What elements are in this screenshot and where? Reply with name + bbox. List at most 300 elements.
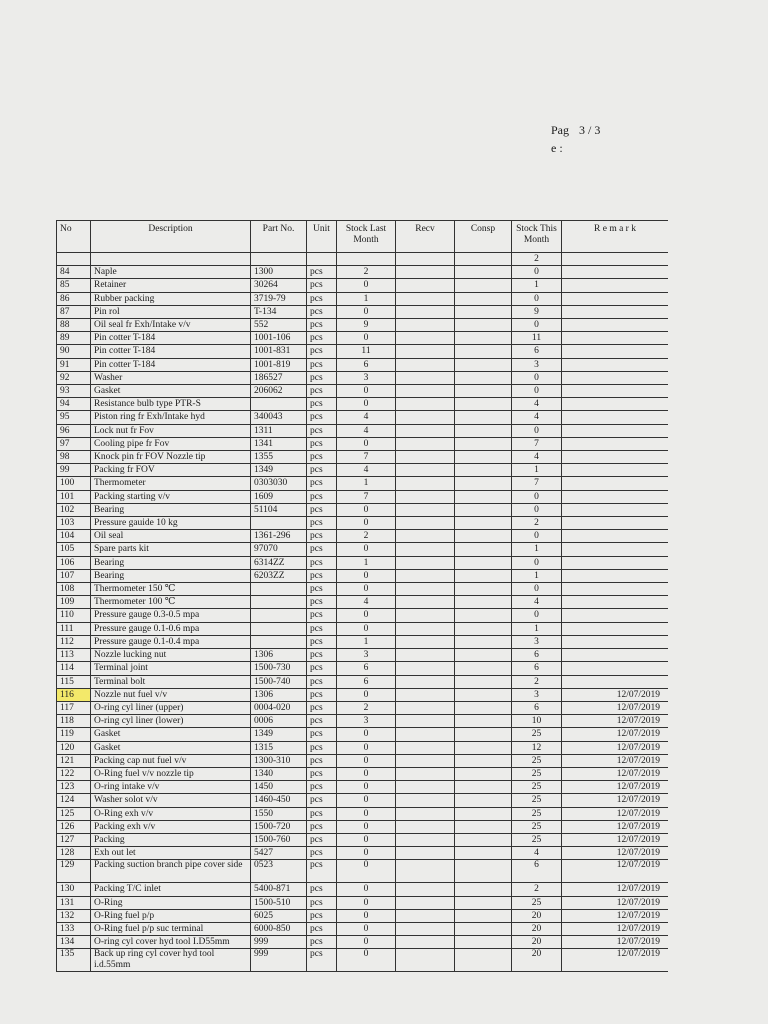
table-row bbox=[57, 437, 669, 450]
cell-recv bbox=[396, 583, 455, 596]
table-row bbox=[57, 385, 669, 398]
cell-description: O-ring cyl liner (lower) bbox=[91, 715, 251, 728]
cell-recv bbox=[396, 715, 455, 728]
cell-part-no: 1500-510 bbox=[251, 896, 307, 909]
cell-consp bbox=[455, 253, 512, 266]
cell-unit: pcs bbox=[307, 715, 337, 728]
cell-stock-last-month: 2 bbox=[337, 266, 396, 279]
cell-recv bbox=[396, 909, 455, 922]
table-row bbox=[57, 847, 669, 860]
cell-description: Rubber packing bbox=[91, 292, 251, 305]
cell-consp bbox=[455, 556, 512, 569]
cell-description: Nozzle lucking nut bbox=[91, 649, 251, 662]
cell-part-no: 30264 bbox=[251, 279, 307, 292]
cell-part-no bbox=[251, 583, 307, 596]
header-remark: R e m a r k bbox=[562, 221, 669, 253]
cell-unit: pcs bbox=[307, 936, 337, 949]
cell-unit: pcs bbox=[307, 345, 337, 358]
cell-stock-last-month: 3 bbox=[337, 715, 396, 728]
cell-description: Gasket bbox=[91, 741, 251, 754]
stock-table bbox=[56, 220, 668, 972]
cell-description: O-Ring fuel p/p bbox=[91, 909, 251, 922]
cell-recv bbox=[396, 649, 455, 662]
cell-stock-this-month: 0 bbox=[512, 385, 562, 398]
cell-remark: 12/07/2019 bbox=[562, 820, 669, 833]
cell-unit: pcs bbox=[307, 649, 337, 662]
table-row bbox=[57, 358, 669, 371]
cell-recv bbox=[396, 305, 455, 318]
cell-stock-this-month: 0 bbox=[512, 266, 562, 279]
cell-recv bbox=[396, 319, 455, 332]
cell-description: Resistance bulb type PTR-S bbox=[91, 398, 251, 411]
cell-recv bbox=[396, 398, 455, 411]
cell-part-no: 5400-871 bbox=[251, 883, 307, 896]
cell-consp bbox=[455, 345, 512, 358]
cell-no: 95 bbox=[57, 411, 91, 424]
cell-part-no: T-134 bbox=[251, 305, 307, 318]
cell-remark: 12/07/2019 bbox=[562, 922, 669, 935]
cell-no: 133 bbox=[57, 922, 91, 935]
cell-stock-this-month: 1 bbox=[512, 569, 562, 582]
cell-stock-last-month: 0 bbox=[337, 820, 396, 833]
cell-remark bbox=[562, 345, 669, 358]
cell-stock-this-month: 3 bbox=[512, 688, 562, 701]
cell-description: Knock pin fr FOV Nozzle tip bbox=[91, 451, 251, 464]
cell-consp bbox=[455, 477, 512, 490]
cell-consp bbox=[455, 833, 512, 846]
cell-remark bbox=[562, 279, 669, 292]
cell-unit: pcs bbox=[307, 451, 337, 464]
table-row bbox=[57, 922, 669, 935]
cell-stock-this-month: 6 bbox=[512, 345, 562, 358]
cell-stock-last-month: 0 bbox=[337, 437, 396, 450]
cell-recv bbox=[396, 662, 455, 675]
table-row bbox=[57, 305, 669, 318]
cell-stock-last-month: 9 bbox=[337, 319, 396, 332]
cell-unit: pcs bbox=[307, 847, 337, 860]
cell-stock-this-month: 4 bbox=[512, 398, 562, 411]
cell-part-no: 1349 bbox=[251, 464, 307, 477]
cell-consp bbox=[455, 530, 512, 543]
cell-stock-last-month: 11 bbox=[337, 345, 396, 358]
cell-unit: pcs bbox=[307, 860, 337, 883]
cell-recv bbox=[396, 437, 455, 450]
cell-unit: pcs bbox=[307, 635, 337, 648]
cell-stock-last-month: 0 bbox=[337, 583, 396, 596]
cell-consp bbox=[455, 517, 512, 530]
cell-stock-this-month: 20 bbox=[512, 909, 562, 922]
cell-unit: pcs bbox=[307, 279, 337, 292]
cell-part-no bbox=[251, 596, 307, 609]
cell-consp bbox=[455, 860, 512, 883]
cell-no: 112 bbox=[57, 635, 91, 648]
cell-stock-last-month: 0 bbox=[337, 543, 396, 556]
cell-no: 128 bbox=[57, 847, 91, 860]
cell-remark: 12/07/2019 bbox=[562, 860, 669, 883]
cell-consp bbox=[455, 794, 512, 807]
cell-stock-this-month: 1 bbox=[512, 622, 562, 635]
cell-unit: pcs bbox=[307, 385, 337, 398]
cell-part-no: 1001-831 bbox=[251, 345, 307, 358]
cell-consp bbox=[455, 936, 512, 949]
table-row bbox=[57, 662, 669, 675]
cell-recv bbox=[396, 922, 455, 935]
cell-stock-last-month: 0 bbox=[337, 767, 396, 780]
cell-remark: 12/07/2019 bbox=[562, 728, 669, 741]
cell-stock-last-month: 0 bbox=[337, 883, 396, 896]
cell-no: 130 bbox=[57, 883, 91, 896]
cell-no: 91 bbox=[57, 358, 91, 371]
cell-remark: 12/07/2019 bbox=[562, 936, 669, 949]
cell-no: 122 bbox=[57, 767, 91, 780]
cell-recv bbox=[396, 807, 455, 820]
cell-stock-this-month: 0 bbox=[512, 503, 562, 516]
cell-description: Retainer bbox=[91, 279, 251, 292]
cell-no: 107 bbox=[57, 569, 91, 582]
cell-part-no bbox=[251, 398, 307, 411]
cell-recv bbox=[396, 477, 455, 490]
table-row bbox=[57, 728, 669, 741]
cell-remark: 12/07/2019 bbox=[562, 833, 669, 846]
cell-description: Oil seal bbox=[91, 530, 251, 543]
cell-stock-this-month: 25 bbox=[512, 833, 562, 846]
table-row bbox=[57, 543, 669, 556]
cell-stock-this-month: 10 bbox=[512, 715, 562, 728]
cell-remark bbox=[562, 503, 669, 516]
cell-recv bbox=[396, 385, 455, 398]
cell-part-no: 999 bbox=[251, 949, 307, 972]
cell-unit: pcs bbox=[307, 596, 337, 609]
cell-consp bbox=[455, 543, 512, 556]
cell-stock-this-month: 3 bbox=[512, 635, 562, 648]
cell-stock-last-month: 7 bbox=[337, 490, 396, 503]
cell-no: 104 bbox=[57, 530, 91, 543]
cell-part-no: 6000-850 bbox=[251, 922, 307, 935]
cell-part-no: 1609 bbox=[251, 490, 307, 503]
cell-recv bbox=[396, 464, 455, 477]
cell-no: 100 bbox=[57, 477, 91, 490]
cell-description: Spare parts kit bbox=[91, 543, 251, 556]
cell-description: Oil seal fr Exh/Intake v/v bbox=[91, 319, 251, 332]
cell-unit: pcs bbox=[307, 767, 337, 780]
table-row bbox=[57, 279, 669, 292]
cell-recv bbox=[396, 424, 455, 437]
table-row bbox=[57, 635, 669, 648]
cell-stock-last-month: 0 bbox=[337, 860, 396, 883]
cell-part-no: 51104 bbox=[251, 503, 307, 516]
cell-stock-this-month: 4 bbox=[512, 596, 562, 609]
cell-consp bbox=[455, 883, 512, 896]
cell-part-no: 1341 bbox=[251, 437, 307, 450]
header-description: Description bbox=[91, 221, 251, 253]
cell-consp bbox=[455, 622, 512, 635]
cell-stock-last-month: 1 bbox=[337, 477, 396, 490]
cell-recv bbox=[396, 754, 455, 767]
page-number bbox=[551, 121, 600, 157]
cell-part-no: 0523 bbox=[251, 860, 307, 883]
cell-stock-last-month: 0 bbox=[337, 622, 396, 635]
cell-stock-last-month: 4 bbox=[337, 424, 396, 437]
cell-no: 132 bbox=[57, 909, 91, 922]
cell-consp bbox=[455, 398, 512, 411]
cell-description: Piston ring fr Exh/Intake hyd bbox=[91, 411, 251, 424]
cell-no: 127 bbox=[57, 833, 91, 846]
cell-stock-this-month: 25 bbox=[512, 781, 562, 794]
cell-stock-last-month: 4 bbox=[337, 464, 396, 477]
cell-description: Packing bbox=[91, 833, 251, 846]
cell-no: 98 bbox=[57, 451, 91, 464]
table-row bbox=[57, 820, 669, 833]
cell-description: Pressure gauide 10 kg bbox=[91, 517, 251, 530]
cell-stock-this-month: 4 bbox=[512, 451, 562, 464]
page-value: 3 / 3 bbox=[579, 123, 601, 137]
cell-recv bbox=[396, 820, 455, 833]
cell-consp bbox=[455, 781, 512, 794]
cell-consp bbox=[455, 451, 512, 464]
cell-part-no: 999 bbox=[251, 936, 307, 949]
cell-stock-this-month: 4 bbox=[512, 411, 562, 424]
cell-consp bbox=[455, 609, 512, 622]
cell-remark bbox=[562, 662, 669, 675]
cell-stock-this-month: 25 bbox=[512, 728, 562, 741]
cell-remark bbox=[562, 464, 669, 477]
cell-no: 125 bbox=[57, 807, 91, 820]
cell-stock-last-month: 3 bbox=[337, 649, 396, 662]
cell-description: Bearing bbox=[91, 503, 251, 516]
cell-description: Packing T/C inlet bbox=[91, 883, 251, 896]
cell-remark bbox=[562, 305, 669, 318]
cell-description: Packing cap nut fuel v/v bbox=[91, 754, 251, 767]
cell-recv bbox=[396, 833, 455, 846]
cell-remark bbox=[562, 319, 669, 332]
cell-stock-this-month: 0 bbox=[512, 556, 562, 569]
cell-stock-last-month: 0 bbox=[337, 385, 396, 398]
cell-consp bbox=[455, 688, 512, 701]
cell-part-no: 1500-740 bbox=[251, 675, 307, 688]
cell-remark bbox=[562, 490, 669, 503]
header-stock-this-month: Stock This Month bbox=[512, 221, 562, 253]
cell-stock-this-month: 0 bbox=[512, 371, 562, 384]
cell-unit: pcs bbox=[307, 807, 337, 820]
cell-part-no bbox=[251, 622, 307, 635]
cell-recv bbox=[396, 371, 455, 384]
cell-recv bbox=[396, 767, 455, 780]
cell-description: Bearing bbox=[91, 569, 251, 582]
cell-recv bbox=[396, 253, 455, 266]
cell-stock-this-month: 25 bbox=[512, 820, 562, 833]
cell-recv bbox=[396, 781, 455, 794]
table-row bbox=[57, 715, 669, 728]
cell-no: 131 bbox=[57, 896, 91, 909]
cell-description: Pressure gauge 0.3-0.5 mpa bbox=[91, 609, 251, 622]
cell-stock-last-month: 7 bbox=[337, 451, 396, 464]
cell-description: Thermometer 100 ℃ bbox=[91, 596, 251, 609]
cell-unit: pcs bbox=[307, 583, 337, 596]
cell-stock-this-month: 0 bbox=[512, 609, 562, 622]
cell-description: Pin cotter T-184 bbox=[91, 332, 251, 345]
cell-stock-last-month: 0 bbox=[337, 517, 396, 530]
cell-remark bbox=[562, 675, 669, 688]
cell-description: Cooling pipe fr Fov bbox=[91, 437, 251, 450]
cell-unit: pcs bbox=[307, 411, 337, 424]
cell-part-no: 1500-720 bbox=[251, 820, 307, 833]
cell-part-no: 1500-760 bbox=[251, 833, 307, 846]
cell-consp bbox=[455, 411, 512, 424]
cell-no: 89 bbox=[57, 332, 91, 345]
table-row bbox=[57, 517, 669, 530]
cell-consp bbox=[455, 949, 512, 972]
cell-stock-this-month: 0 bbox=[512, 292, 562, 305]
cell-consp bbox=[455, 305, 512, 318]
cell-recv bbox=[396, 860, 455, 883]
cell-description: Gasket bbox=[91, 728, 251, 741]
table-row bbox=[57, 490, 669, 503]
cell-stock-this-month: 6 bbox=[512, 662, 562, 675]
cell-recv bbox=[396, 794, 455, 807]
cell-stock-last-month: 2 bbox=[337, 701, 396, 714]
cell-remark bbox=[562, 451, 669, 464]
cell-recv bbox=[396, 701, 455, 714]
table-row bbox=[57, 860, 669, 883]
cell-consp bbox=[455, 922, 512, 935]
cell-remark: 12/07/2019 bbox=[562, 807, 669, 820]
cell-no: 118 bbox=[57, 715, 91, 728]
cell-remark bbox=[562, 543, 669, 556]
cell-no: 120 bbox=[57, 741, 91, 754]
cell-stock-this-month: 25 bbox=[512, 767, 562, 780]
cell-unit: pcs bbox=[307, 896, 337, 909]
cell-description: Nozzle nut fuel v/v bbox=[91, 688, 251, 701]
cell-part-no bbox=[251, 609, 307, 622]
cell-remark bbox=[562, 358, 669, 371]
cell-unit: pcs bbox=[307, 490, 337, 503]
cell-consp bbox=[455, 569, 512, 582]
cell-remark bbox=[562, 583, 669, 596]
cell-unit bbox=[307, 253, 337, 266]
table-row bbox=[57, 477, 669, 490]
cell-part-no: 1349 bbox=[251, 728, 307, 741]
cell-consp bbox=[455, 741, 512, 754]
cell-stock-last-month: 0 bbox=[337, 922, 396, 935]
cell-stock-this-month: 1 bbox=[512, 543, 562, 556]
cell-no bbox=[57, 253, 91, 266]
cell-no: 94 bbox=[57, 398, 91, 411]
cell-unit: pcs bbox=[307, 358, 337, 371]
cell-no: 92 bbox=[57, 371, 91, 384]
cell-stock-this-month: 6 bbox=[512, 701, 562, 714]
cell-unit: pcs bbox=[307, 833, 337, 846]
cell-unit: pcs bbox=[307, 820, 337, 833]
cell-consp bbox=[455, 437, 512, 450]
header-part-no: Part No. bbox=[251, 221, 307, 253]
cell-recv bbox=[396, 675, 455, 688]
cell-recv bbox=[396, 332, 455, 345]
cell-unit: pcs bbox=[307, 398, 337, 411]
cell-no: 129 bbox=[57, 860, 91, 883]
cell-remark: 12/07/2019 bbox=[562, 688, 669, 701]
cell-recv bbox=[396, 517, 455, 530]
cell-unit: pcs bbox=[307, 754, 337, 767]
cell-consp bbox=[455, 503, 512, 516]
cell-part-no: 6314ZZ bbox=[251, 556, 307, 569]
cell-unit: pcs bbox=[307, 569, 337, 582]
cell-remark: 12/07/2019 bbox=[562, 794, 669, 807]
cell-stock-last-month: 1 bbox=[337, 292, 396, 305]
cell-description: Thermometer bbox=[91, 477, 251, 490]
cell-recv bbox=[396, 728, 455, 741]
table-row bbox=[57, 556, 669, 569]
cell-unit: pcs bbox=[307, 741, 337, 754]
cell-stock-this-month: 2 bbox=[512, 517, 562, 530]
cell-description: O-Ring fuel p/p suc terminal bbox=[91, 922, 251, 935]
cell-recv bbox=[396, 503, 455, 516]
cell-part-no: 340043 bbox=[251, 411, 307, 424]
cell-stock-last-month: 0 bbox=[337, 609, 396, 622]
cell-consp bbox=[455, 635, 512, 648]
cell-consp bbox=[455, 807, 512, 820]
cell-consp bbox=[455, 701, 512, 714]
cell-consp bbox=[455, 847, 512, 860]
cell-stock-this-month: 2 bbox=[512, 883, 562, 896]
table-row bbox=[57, 949, 669, 972]
cell-recv bbox=[396, 266, 455, 279]
cell-description: Pressure gauge 0.1-0.6 mpa bbox=[91, 622, 251, 635]
header-consp: Consp bbox=[455, 221, 512, 253]
cell-consp bbox=[455, 292, 512, 305]
cell-no: 101 bbox=[57, 490, 91, 503]
cell-remark: 12/07/2019 bbox=[562, 847, 669, 860]
cell-no: 135 bbox=[57, 949, 91, 972]
cell-stock-last-month: 0 bbox=[337, 741, 396, 754]
cell-description bbox=[91, 253, 251, 266]
table-row bbox=[57, 583, 669, 596]
cell-description: Lock nut fr Fov bbox=[91, 424, 251, 437]
cell-no: 93 bbox=[57, 385, 91, 398]
cell-unit: pcs bbox=[307, 437, 337, 450]
cell-consp bbox=[455, 596, 512, 609]
cell-recv bbox=[396, 530, 455, 543]
cell-remark: 12/07/2019 bbox=[562, 781, 669, 794]
cell-description: Exh out let bbox=[91, 847, 251, 860]
cell-unit: pcs bbox=[307, 332, 337, 345]
cell-no: 88 bbox=[57, 319, 91, 332]
cell-stock-last-month: 0 bbox=[337, 754, 396, 767]
cell-stock-last-month: 0 bbox=[337, 398, 396, 411]
cell-remark bbox=[562, 649, 669, 662]
table-row bbox=[57, 411, 669, 424]
cell-consp bbox=[455, 464, 512, 477]
cell-consp bbox=[455, 675, 512, 688]
cell-part-no bbox=[251, 253, 307, 266]
cell-stock-this-month: 2 bbox=[512, 253, 562, 266]
cell-description: Packing starting v/v bbox=[91, 490, 251, 503]
cell-no: 105 bbox=[57, 543, 91, 556]
cell-recv bbox=[396, 596, 455, 609]
cell-remark bbox=[562, 609, 669, 622]
cell-remark bbox=[562, 292, 669, 305]
cell-remark: 12/07/2019 bbox=[562, 896, 669, 909]
cell-unit: pcs bbox=[307, 949, 337, 972]
cell-description: Thermometer 150 ℃ bbox=[91, 583, 251, 596]
cell-unit: pcs bbox=[307, 543, 337, 556]
cell-consp bbox=[455, 583, 512, 596]
cell-part-no: 1460-450 bbox=[251, 794, 307, 807]
cell-recv bbox=[396, 609, 455, 622]
cell-recv bbox=[396, 622, 455, 635]
cell-unit: pcs bbox=[307, 662, 337, 675]
cell-description: O-Ring fuel v/v nozzle tip bbox=[91, 767, 251, 780]
table-row bbox=[57, 883, 669, 896]
